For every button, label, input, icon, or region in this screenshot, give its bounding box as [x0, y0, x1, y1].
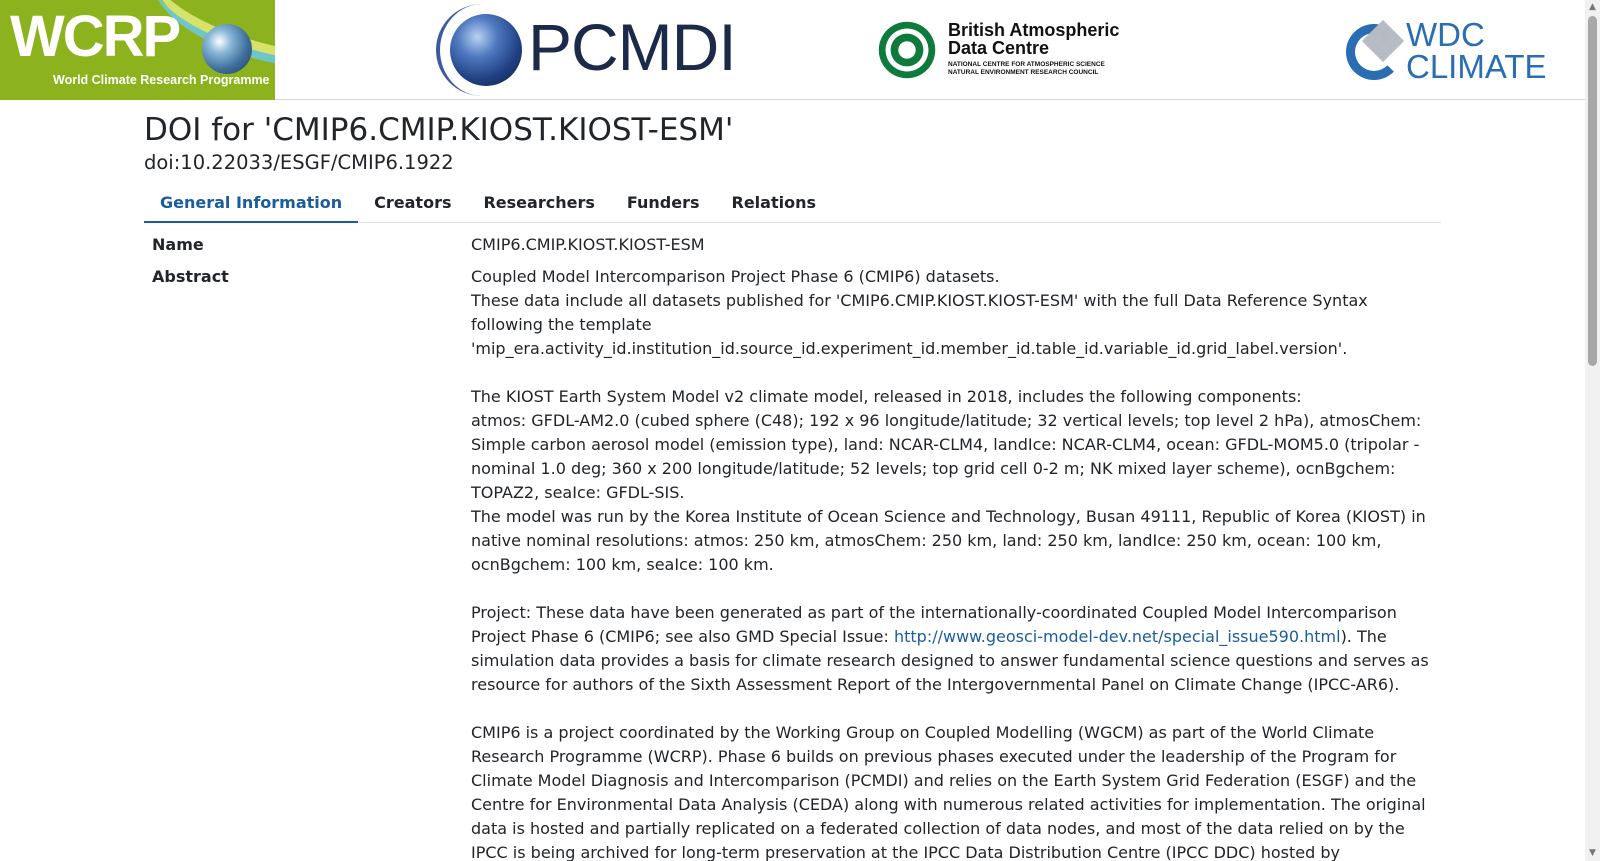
wcrp-tagline: World Climate Research Programme — [53, 73, 270, 87]
general-information-panel — [144, 231, 1441, 861]
abstract-intro: Coupled Model Intercomparison Project Phase 6 (CMIP6) datasets. — [471, 267, 1000, 286]
scroll-down-arrow-icon[interactable]: ▼ — [1589, 848, 1596, 858]
wdc-wordmark-line1: WDC — [1406, 16, 1485, 53]
wcrp-wordmark: WCRP — [10, 4, 180, 69]
pcmdi-logo[interactable] — [436, 4, 736, 96]
name-label: Name — [152, 235, 204, 254]
wcrp-logo[interactable] — [0, 0, 275, 100]
tab-relations[interactable]: Relations — [731, 193, 816, 212]
wdc-diamond-grid-icon — [1364, 22, 1404, 62]
abstract-cmip6-coordination: CMIP6 is a project coordinated by the Working Group on Coupled Modelling (WGCM) as part of the World Climate Research Programme (WCRP). Phase 6 builds on previous phases executed under the leadership of the Program for Climate Model Diagnosis and Intercomparison (PCMDI) and relies on the Earth System Grid Federation (ESGF) and the Centre for Environmental Data Analysis (CEDA) along with numerous related activities for implementation. The original data is hosted and partially replicated on a federated collection of data nodes, and most of the data relied on by the IPCC is being archived for long-term preservation at the IPCC Data Distribution Centre (IPCC DDC) hosted by — [471, 723, 1426, 861]
page-scrollbar[interactable] — [1585, 0, 1600, 861]
pcmdi-wordmark: PCMDI — [528, 10, 736, 84]
wdc-climate-logo[interactable] — [1346, 18, 1556, 84]
name-row — [144, 231, 1441, 263]
abstract-model-components: atmos: GFDL-AM2.0 (cubed sphere (C48); 192 x 96 longitude/latitude; 32 vertical levels; top level 2 hPa), atmosChem: Simple carbon aerosol model (emission type), land: NCAR-CLM4, landIce: NCAR-CLM4, ocean: GFDL-MOM5.0 (tripolar - nominal 1.0 deg; 360 x 200 longitude/latitude; 52 levels; top grid cell 0-2 m; NK mixed layer scheme), ocnBgchem: TOPAZ2, seaIce: GFDL-SIS. — [471, 411, 1422, 502]
badc-swirl-icon — [877, 20, 937, 80]
doi-identifier: doi:10.22033/ESGF/CMIP6.1922 — [144, 151, 454, 174]
abstract-drs-template: These data include all datasets published for 'CMIP6.CMIP.KIOST.KIOST-ESM' with the full Data Reference Syntax following the template 'mip_era.activity_id.institution_id.source_id.experiment_id.member_id.table_id.variable_id.grid_label.version'. — [471, 291, 1368, 358]
badc-logo[interactable] — [877, 20, 1147, 82]
wdc-wordmark-line2: CLIMATE — [1406, 48, 1547, 85]
badc-subline1: NATIONAL CENTRE FOR ATMOSPHERIC SCIENCE — [948, 61, 1105, 68]
abstract-model-institution: The model was run by the Korea Institute of Ocean Science and Technology, Busan 49111, Republic of Korea (KIOST) in native nominal resolutions: atmos: 250 km, atmosChem: 250 km, land: 250 km, landIce: 250 km, ocean: 100 km, ocnBgchem: 100 km, seaIce: 100 km. — [471, 507, 1426, 574]
tab-creators[interactable]: Creators — [374, 193, 452, 212]
page-title: DOI for 'CMIP6.CMIP.KIOST.KIOST-ESM' — [144, 112, 734, 148]
tab-researchers[interactable]: Researchers — [483, 193, 595, 212]
logo-header — [0, 0, 1585, 100]
abstract-model-intro: The KIOST Earth System Model v2 climate model, released in 2018, includes the following components: — [471, 387, 1302, 406]
earth-globe-icon — [202, 24, 252, 74]
abstract-project-text: Project: These data have been generated as part of the internationally-coordinated Coupled Model Intercomparison Project Phase 6 (CMIP6; see also GMD Special Issue: — [471, 603, 1397, 646]
tab-general-information[interactable]: General Information — [144, 185, 358, 223]
scroll-up-arrow-icon[interactable]: ▲ — [1589, 2, 1596, 12]
tab-bar — [144, 185, 1441, 223]
tab-funders[interactable]: Funders — [626, 193, 700, 212]
globe-icon — [450, 14, 522, 86]
abstract-text — [471, 263, 1441, 861]
gmd-special-issue-link[interactable]: http://www.geosci-model-dev.net/special_issue590.html — [893, 627, 1341, 646]
abstract-label: Abstract — [152, 267, 229, 286]
abstract-row — [144, 263, 1441, 861]
badc-subline2: NATURAL ENVIRONMENT RESEARCH COUNCIL — [948, 69, 1099, 76]
badc-name-line2: Data Centre — [948, 38, 1050, 58]
abstract-project-text-end: ). The simulation data provides a basis for climate research designed to answer fundamental science questions and serves as resource for authors of the Sixth Assessment Report of the Intergovernmental Panel on Climate Change (IPCC-AR6). — [471, 627, 1429, 694]
name-value: CMIP6.CMIP.KIOST.KIOST-ESM — [471, 235, 705, 254]
badc-name-line1: British Atmospheric — [948, 20, 1120, 40]
abstract-project — [471, 601, 1441, 697]
scrollbar-thumb[interactable] — [1588, 16, 1597, 366]
